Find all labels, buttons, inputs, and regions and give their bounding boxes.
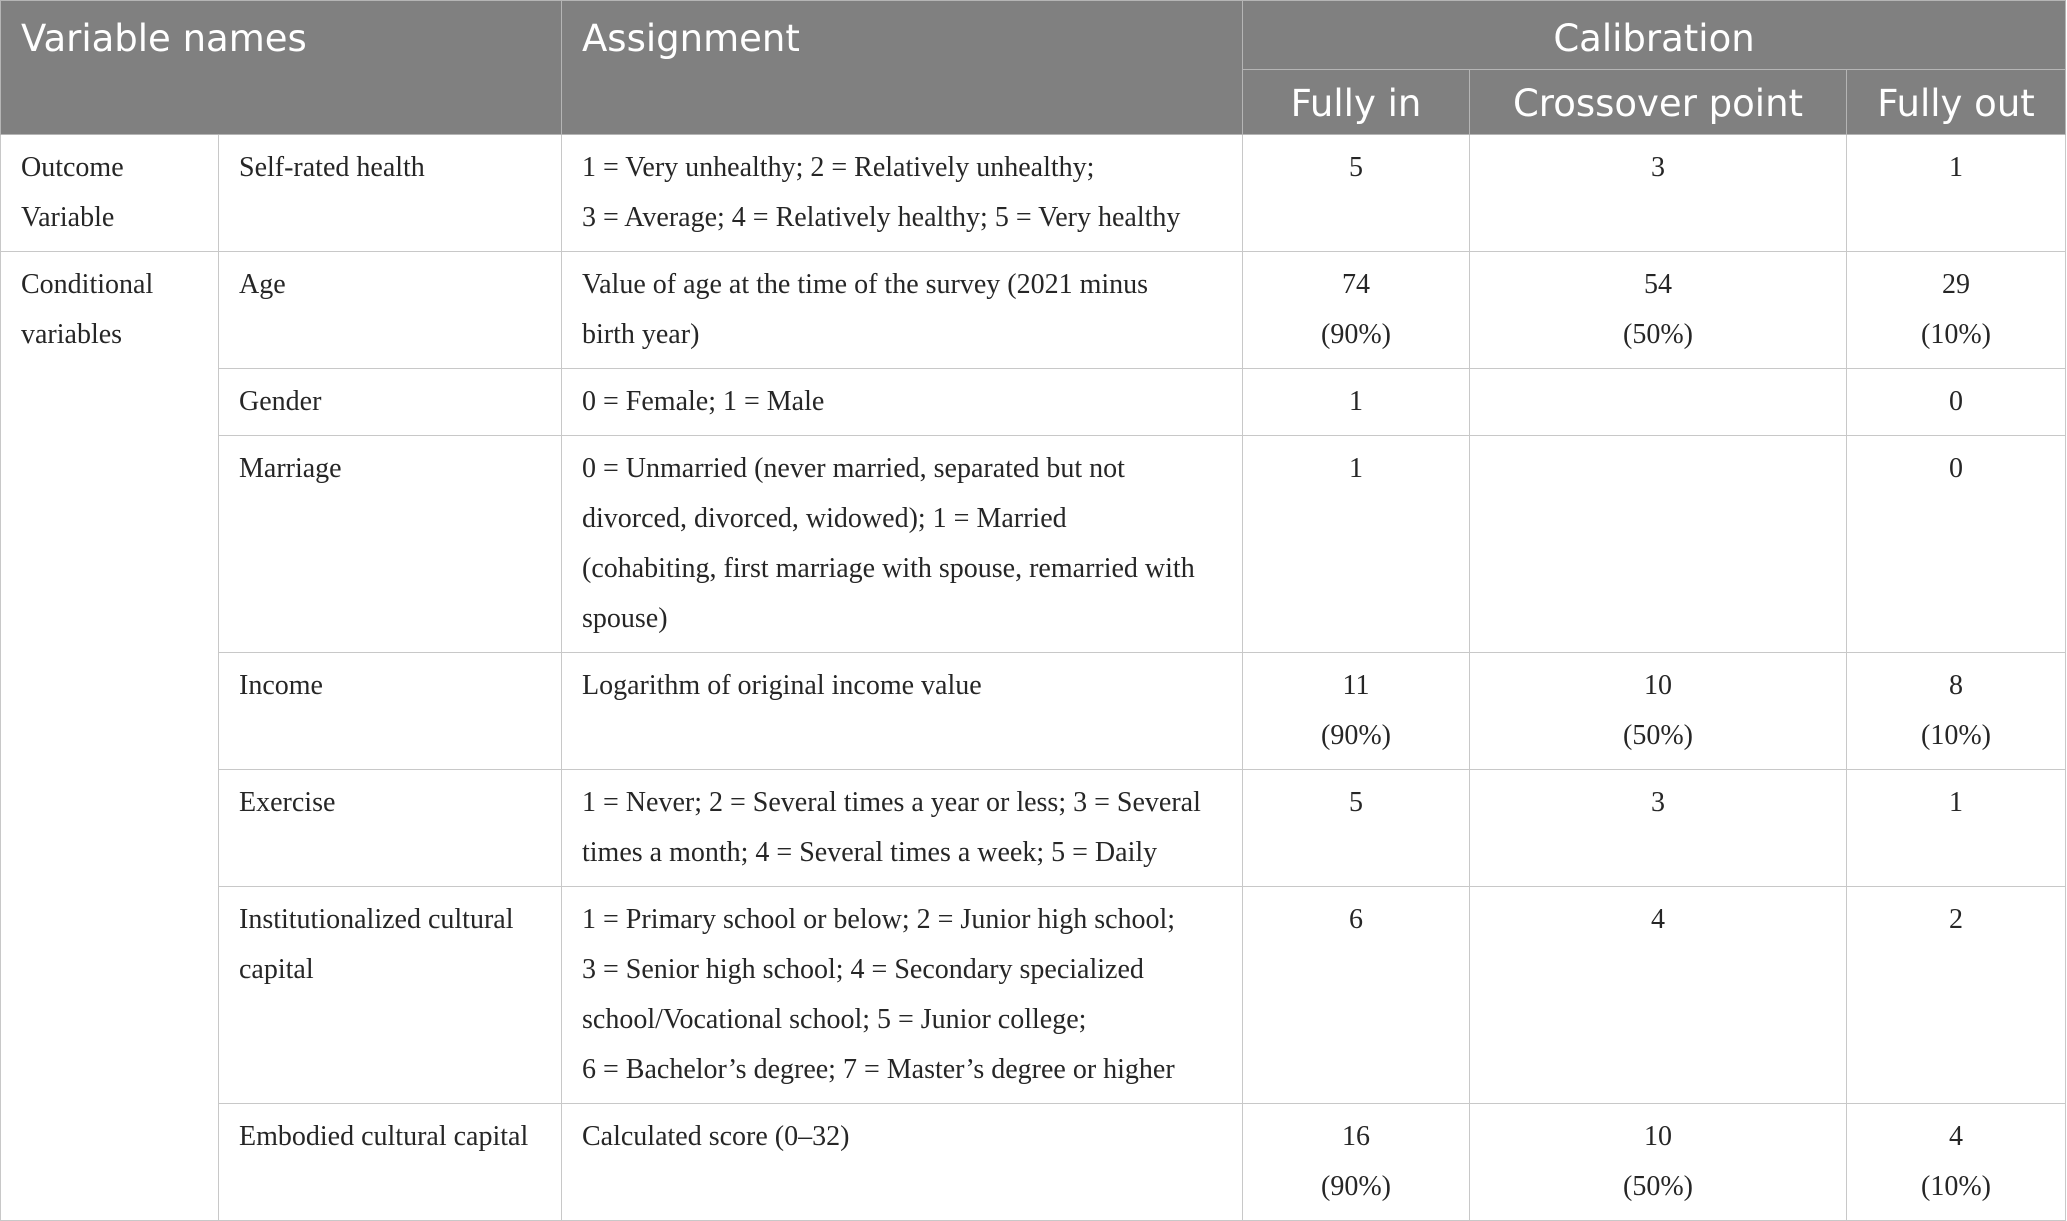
crossover-cell: 3: [1470, 135, 1847, 252]
fully-in-cell: 5: [1243, 135, 1470, 252]
variable-name: Income: [219, 653, 562, 770]
fully-out-cell: 8 (10%): [1847, 653, 2066, 770]
crossover-cell: [1470, 369, 1847, 436]
assignment-cell: 1 = Never; 2 = Several times a year or less; 3 = Several times a month; 4 = Several times a week; 5 = Daily: [562, 770, 1243, 887]
header-assignment: Assignment: [562, 1, 1243, 135]
table-row: [1, 369, 2066, 436]
fully-in-cell: 16 (90%): [1243, 1104, 1470, 1221]
table-row: [1, 887, 2066, 1104]
assignment-cell: 0 = Unmarried (never married, separated but not divorced, divorced, widowed); 1 = Married (cohabiting, first marriage with spouse, remarried with spouse): [562, 436, 1243, 653]
crossover-cell: 4: [1470, 887, 1847, 1104]
table-row: [1, 436, 2066, 653]
fully-in-cell: 1: [1243, 369, 1470, 436]
fully-out-cell: 0: [1847, 436, 2066, 653]
variable-name: Embodied cultural capital: [219, 1104, 562, 1221]
fully-out-cell: 1: [1847, 135, 2066, 252]
crossover-cell: 10 (50%): [1470, 1104, 1847, 1221]
table-row: [1, 1104, 2066, 1221]
variable-name: Exercise: [219, 770, 562, 887]
fully-in-cell: 5: [1243, 770, 1470, 887]
fully-out-cell: 1: [1847, 770, 2066, 887]
fully-out-cell: 2: [1847, 887, 2066, 1104]
assignment-cell: Calculated score (0–32): [562, 1104, 1243, 1221]
variable-name: Age: [219, 252, 562, 369]
assignment-cell: 1 = Very unhealthy; 2 = Relatively unhealthy; 3 = Average; 4 = Relatively healthy; 5 = Very healthy: [562, 135, 1243, 252]
fully-out-cell: 29 (10%): [1847, 252, 2066, 369]
group-label-conditional: Conditional variables: [1, 252, 219, 1221]
fully-in-cell: 11 (90%): [1243, 653, 1470, 770]
fully-out-cell: 4 (10%): [1847, 1104, 2066, 1221]
assignment-cell: 1 = Primary school or below; 2 = Junior high school; 3 = Senior high school; 4 = Secondary specialized school/Vocational school; 5 = Junior college; 6 = Bachelor’s degree; 7 = Master’s degree or higher: [562, 887, 1243, 1104]
table-row: [1, 135, 2066, 252]
fully-in-cell: 6: [1243, 887, 1470, 1104]
header-fully-in: Fully in: [1243, 70, 1470, 135]
fully-in-cell: 74 (90%): [1243, 252, 1470, 369]
table-row: [1, 252, 2066, 369]
variable-name: Gender: [219, 369, 562, 436]
variable-name: Marriage: [219, 436, 562, 653]
table-body: [1, 135, 2066, 1221]
header-fully-out: Fully out: [1847, 70, 2066, 135]
assignment-cell: Value of age at the time of the survey (2021 minus birth year): [562, 252, 1243, 369]
table-header: [1, 1, 2066, 135]
crossover-cell: [1470, 436, 1847, 653]
assignment-cell: 0 = Female; 1 = Male: [562, 369, 1243, 436]
fully-out-cell: 0: [1847, 369, 2066, 436]
crossover-cell: 10 (50%): [1470, 653, 1847, 770]
group-label-outcome: Outcome Variable: [1, 135, 219, 252]
header-crossover-point: Crossover point: [1470, 70, 1847, 135]
assignment-cell: Logarithm of original income value: [562, 653, 1243, 770]
variable-name: Self-rated health: [219, 135, 562, 252]
table-row: [1, 653, 2066, 770]
crossover-cell: 54 (50%): [1470, 252, 1847, 369]
crossover-cell: 3: [1470, 770, 1847, 887]
variable-name: Institutionalized cultural capital: [219, 887, 562, 1104]
fully-in-cell: 1: [1243, 436, 1470, 653]
table-row: [1, 770, 2066, 887]
header-calibration: Calibration: [1243, 1, 2066, 70]
header-variable-names: Variable names: [1, 1, 562, 135]
